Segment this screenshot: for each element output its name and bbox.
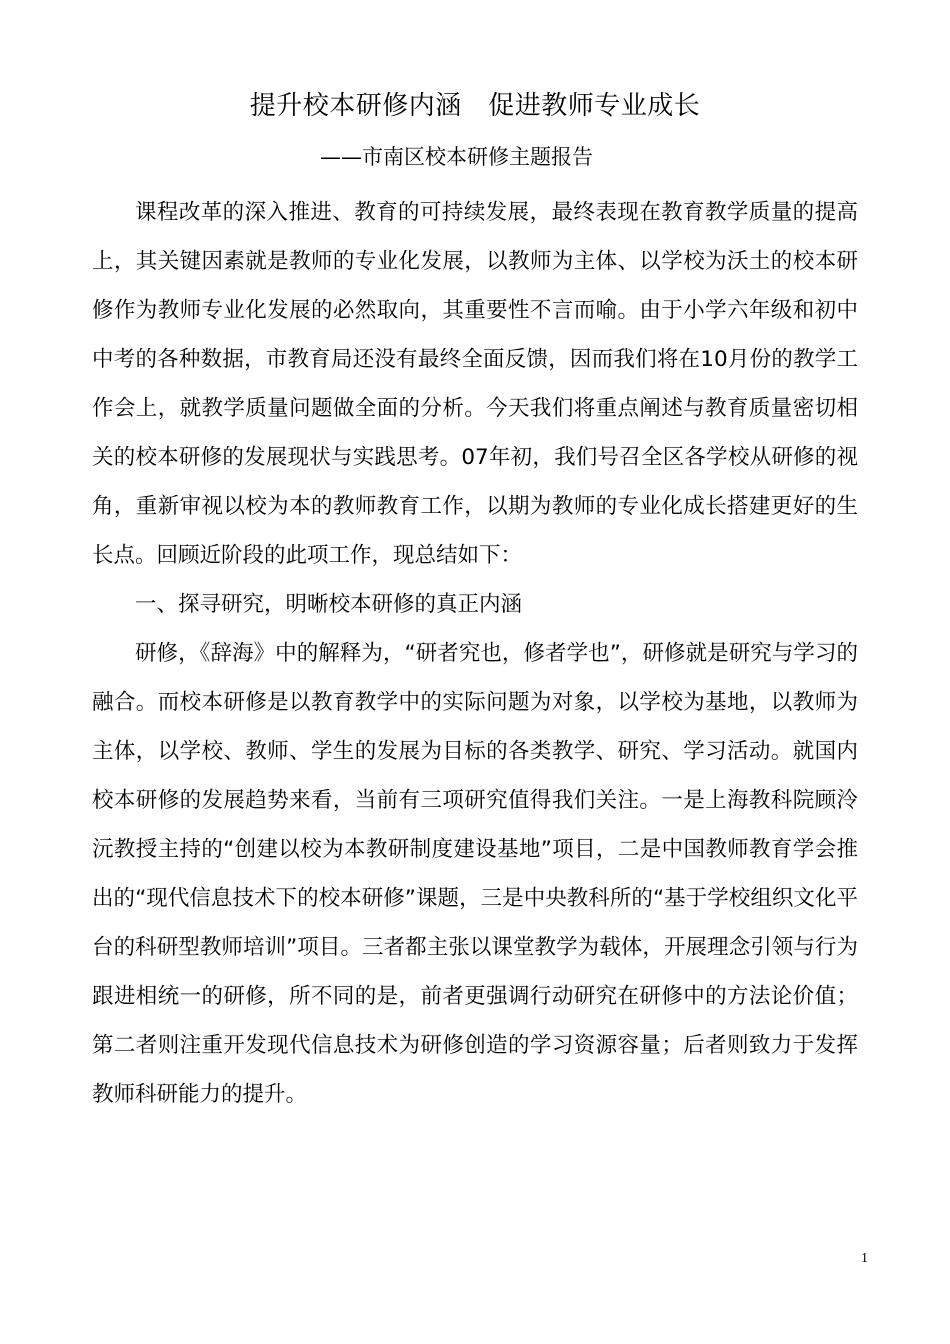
paragraph-research: 研修，《辞海》中的解释为，“研者究也，修者学也”，研修就是研究与学习的融合。而校本研修是以教育教学中的实际问题为对象，以学校为基地，以教师为主体，以学校、教师、学生的发展为目标的各类教学、研究、学习活动。就国内校本研修的发展趋势来看，当前有三项研究值得我们关注。一是上海教科院顾泠沅教授主持的“创建以校为本教研制度建设基地”项目，二是中国教师教育学会推出的“现代信息技术下的校本研修”课题，三是中央教科所的“基于学校组织文化平台的科研型教师培训”项目。三者都主张以课堂教学为载体，开展理念引领与行为跟进相统一的研修，所不同的是，前者更强调行动研究在研修中的方法论价值；第二者则注重开发现代信息技术为研修创造的学习资源容量；后者则致力于发挥教师科研能力的提升。 [92, 641, 858, 1107]
section-heading-1: 一、探寻研究，明晰校本研修的真正内涵 [135, 592, 523, 617]
paragraph-intro: 课程改革的深入推进、教育的可持续发展，最终表现在教育教学质量的提高上，其关键因素就是教师的专业化发展，以教师为主体、以学校为沃土的校本研修作为教师专业化发展的必然取向，其重要性不言而喻。由于小学六年级和初中中考的各种数据，市教育局还没有最终全面反馈，因而我们将在10月份的教学工作会上，就教学质量问题做全面的分析。今天我们将重点阐述与教育质量密切相关的校本研修的发展现状与实践思考。07年初，我们号召全区各学校从研修的视角，重新审视以校为本的教师教育工作，以期为教师的专业化成长搭建更好的生长点。回顾近阶段的此项工作，现总结如下： [92, 200, 858, 568]
document-title: 提升校本研修内涵 促进教师专业成长 [249, 91, 701, 121]
page-number: 1 [861, 1251, 868, 1266]
document-body [92, 188, 858, 1119]
document-subtitle: ——市南区校本研修主题报告 [320, 145, 593, 169]
